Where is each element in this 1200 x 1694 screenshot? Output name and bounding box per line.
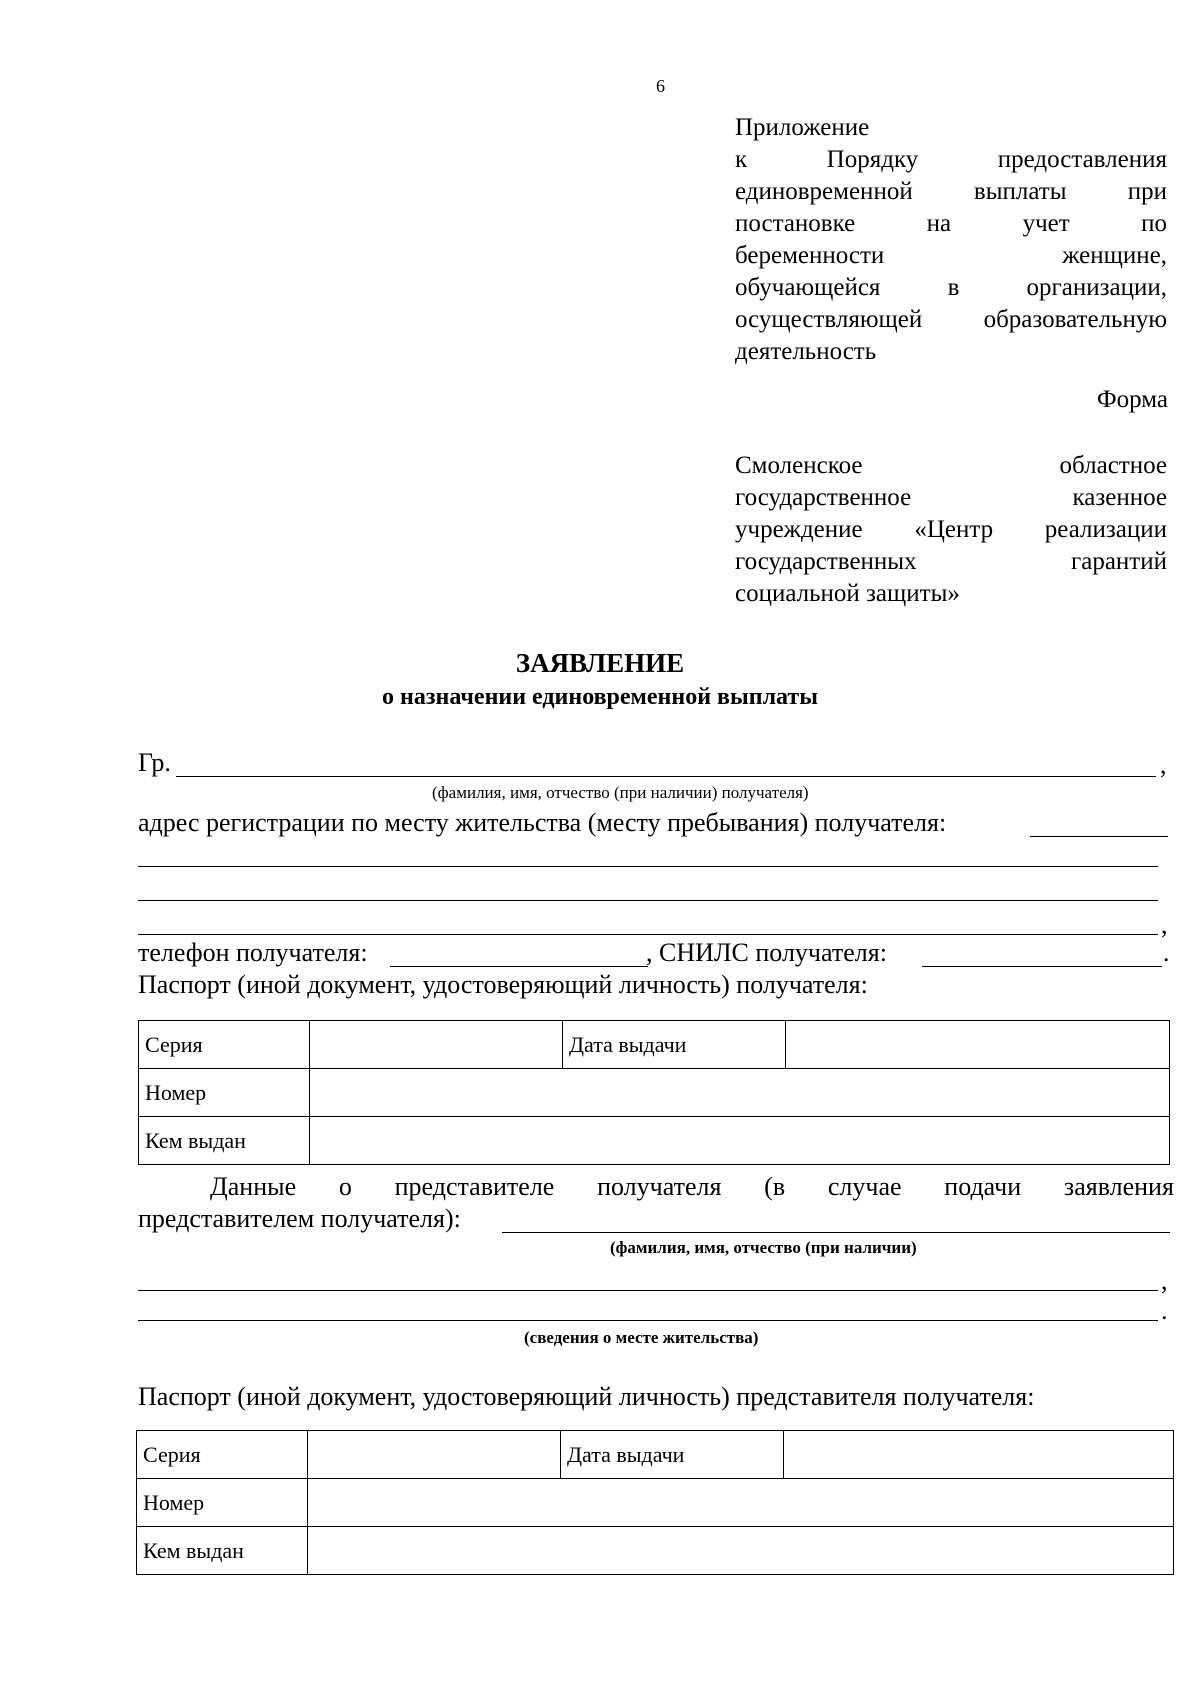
snils-label: , СНИЛС получателя: [646, 938, 887, 967]
appendix-line: единовременной выплаты при [735, 178, 1167, 205]
appendix-line: обучающейся в организации, [735, 274, 1167, 301]
representative-residence-field[interactable] [138, 1320, 1158, 1321]
appendix-header [735, 112, 1167, 368]
representative-comma: , [1161, 1266, 1168, 1295]
series-label: Серия [137, 1431, 308, 1479]
issue-date-label: Дата выдачи [561, 1431, 784, 1479]
address-field-inline[interactable] [1030, 836, 1168, 837]
appendix-line: деятельность [735, 338, 877, 365]
address-field-line-2[interactable] [138, 900, 1158, 901]
representative-passport-label: Паспорт (иной документ, удостоверяющий личность) представителя получателя: [138, 1382, 1035, 1411]
number-label: Номер [137, 1479, 308, 1527]
passport-table-representative [136, 1430, 1174, 1575]
rep-word: представителе [394, 1172, 555, 1201]
number-field[interactable] [310, 1069, 1170, 1117]
phone-field[interactable] [390, 966, 648, 967]
issued-by-field[interactable] [308, 1527, 1174, 1575]
recipient-line: учреждение «Центр реализации [735, 516, 1167, 543]
representative-dot: . [1161, 1296, 1168, 1325]
representative-line-2: представителем получателя): [138, 1204, 461, 1233]
phone-label: телефон получателя: [138, 938, 368, 967]
recipient-line: Смоленское областное [735, 452, 1167, 479]
applicant-name-caption: (фамилия, имя, отчество (при наличии) получателя) [432, 783, 809, 802]
series-field[interactable] [310, 1021, 563, 1069]
form-label: Форма [1096, 386, 1168, 413]
address-end-comma: , [1161, 910, 1168, 939]
address-field-line-1[interactable] [138, 866, 1158, 867]
number-field[interactable] [308, 1479, 1174, 1527]
issue-date-label: Дата выдачи [563, 1021, 786, 1069]
page-number: 6 [656, 76, 665, 96]
document-title: ЗАЯВЛЕНИЕ [515, 648, 685, 678]
appendix-line: Приложение [735, 114, 870, 141]
series-field[interactable] [308, 1431, 561, 1479]
representative-line-1 [138, 1172, 1174, 1202]
recipient-block [735, 450, 1167, 610]
applicant-name-comma: , [1160, 750, 1167, 779]
recipient-line: государственных гарантий [735, 548, 1167, 575]
appendix-line: к Порядку предоставления [735, 146, 1167, 173]
rep-word: о [338, 1172, 352, 1201]
rep-word: (в [764, 1172, 786, 1201]
appendix-line: постановке на учет по [735, 210, 1167, 237]
appendix-line: беременности женщине, [735, 242, 1167, 269]
rep-word: случае [827, 1172, 902, 1201]
representative-name-field[interactable] [502, 1232, 1170, 1233]
issued-by-field[interactable] [310, 1117, 1170, 1165]
issued-by-label: Кем выдан [137, 1527, 308, 1575]
residence-caption: (сведения о месте жительства) [524, 1328, 759, 1347]
address-label: адрес регистрации по месту жительства (месту пребывания) получателя: [138, 808, 947, 837]
series-label: Серия [139, 1021, 310, 1069]
applicant-name-field[interactable] [176, 776, 1156, 777]
rep-word: подачи [944, 1172, 1022, 1201]
appendix-line: осуществляющей образовательную [735, 306, 1167, 333]
rep-word: получателя [597, 1172, 722, 1201]
snils-end: . [1163, 938, 1170, 967]
number-label: Номер [139, 1069, 310, 1117]
representative-name-caption: (фамилия, имя, отчество (при наличии) [610, 1238, 917, 1257]
issue-date-field[interactable] [784, 1431, 1174, 1479]
issue-date-field[interactable] [786, 1021, 1170, 1069]
applicant-prefix: Гр. [138, 748, 171, 777]
address-field-line-3[interactable] [138, 934, 1158, 935]
recipient-line: государственное казенное [735, 484, 1167, 511]
document-subtitle: о назначении единовременной выплаты [382, 684, 818, 710]
representative-field-line-1[interactable] [138, 1290, 1158, 1291]
recipient-line: социальной защиты» [735, 580, 960, 607]
issued-by-label: Кем выдан [139, 1117, 310, 1165]
rep-word: Данные [210, 1172, 297, 1201]
rep-word: заявления [1063, 1172, 1174, 1201]
passport-label: Паспорт (иной документ, удостоверяющий личность) получателя: [138, 970, 868, 999]
passport-table-recipient [138, 1020, 1170, 1165]
snils-field[interactable] [922, 966, 1162, 967]
